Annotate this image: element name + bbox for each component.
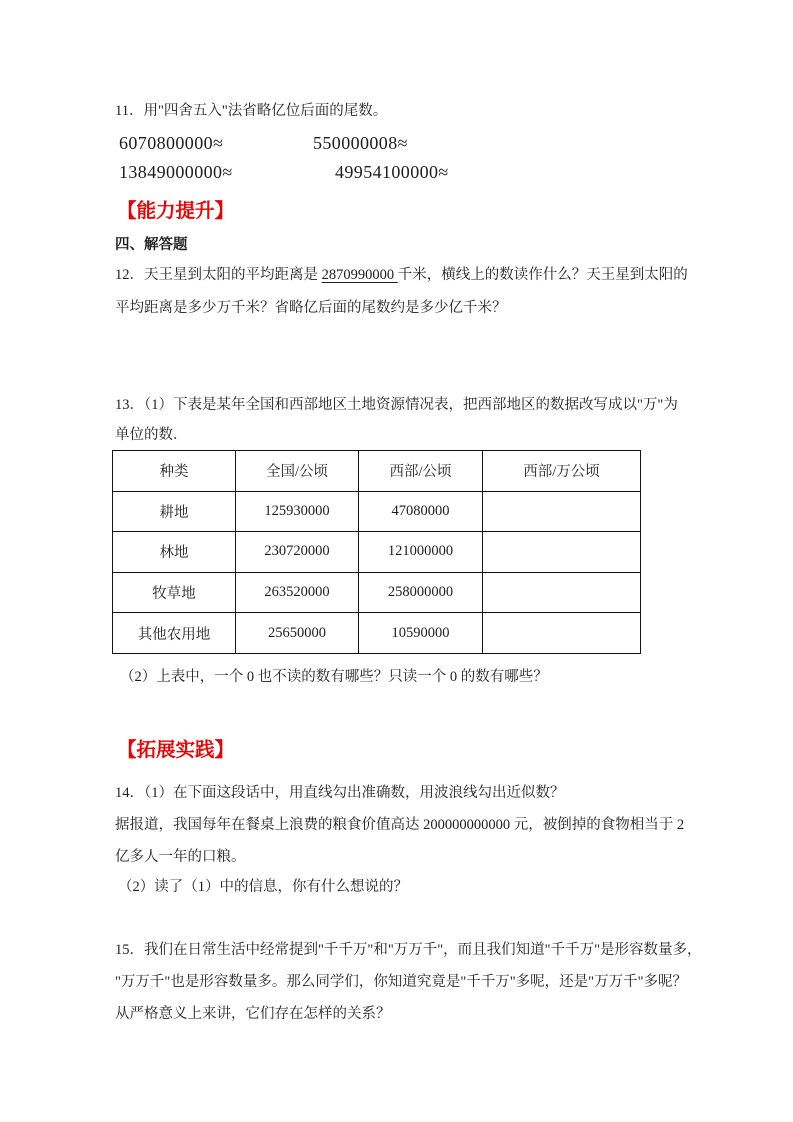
- cell-national: 25650000: [236, 613, 359, 654]
- q14-line-1: 14．（1）在下面这段话中，用直线勾出准确数，用波浪线勾出近似数？: [115, 785, 565, 801]
- q12-underlined-number: 2870990000: [321, 267, 398, 283]
- q15-line-3: 从严格意义上来讲，它们存在怎样的关系？: [115, 1006, 391, 1022]
- cell-label: 耕地: [113, 491, 236, 532]
- cell-label: 林地: [113, 532, 236, 573]
- header-cell-national: 全国/公顷: [236, 451, 359, 492]
- table-row-grassland: [113, 572, 641, 613]
- table-row-other-farmland: [113, 613, 641, 654]
- table-row-cropland: [113, 491, 641, 532]
- q15-line-2: "万万千"也是形容数量多。那么同学们，你知道究竟是"千千万"多呢，还是"万万千"多呢？: [115, 974, 688, 990]
- q11-expression-2: 550000008≈: [313, 133, 408, 153]
- cell-label: 牧草地: [113, 572, 236, 613]
- cell-label: 其他农用地: [113, 613, 236, 654]
- ability-section-heading: 【能力提升】: [117, 200, 235, 222]
- cell-west: 47080000: [359, 491, 483, 532]
- q14-line-2: 据报道，我国每年在餐桌上浪费的粮食价值高达 200000000000 元，被倒掉的食物相当于 2: [115, 817, 685, 833]
- land-resource-table: [112, 450, 641, 654]
- cell-answer-blank: [483, 613, 641, 654]
- cell-west: 258000000: [359, 572, 483, 613]
- q11-prompt: 11．用"四舍五入"法省略亿位后面的尾数。: [115, 103, 388, 119]
- q14-line-3: 亿多人一年的口粮。: [115, 849, 246, 865]
- q12-line-1-post: 千米，横线上的数读作什么？天王星到太阳的: [397, 267, 688, 283]
- part4-label: 四、解答题: [115, 237, 188, 253]
- practice-section-heading: 【拓展实践】: [117, 739, 235, 761]
- q13-line-2: 单位的数．: [115, 427, 188, 443]
- q12-line-1: [115, 264, 688, 286]
- cell-west: 10590000: [359, 613, 483, 654]
- header-cell-west-wan: 西部/万公顷: [483, 451, 641, 492]
- q13-sub2: （2）上表中，一个 0 也不读的数有哪些？只读一个 0 的数有哪些？: [120, 669, 548, 685]
- q14-line-4: （2）读了（1）中的信息，你有什么想说的？: [118, 879, 408, 895]
- cell-answer-blank: [483, 491, 641, 532]
- q11-expression-4: 49954100000≈: [335, 162, 449, 182]
- q12-line-2: 平均距离是多少万千米？省略亿后面的尾数约是多少亿千米？: [115, 300, 507, 316]
- header-cell-west: 西部/公顷: [359, 451, 483, 492]
- q11-expression-1: 6070800000≈: [119, 133, 224, 153]
- q15-line-1: 15．我们在日常生活中经常提到"千千万"和"万万千"，而且我们知道"千千万"是形容数量多，: [115, 942, 702, 958]
- header-cell-type: 种类: [113, 451, 236, 492]
- q12-line-1-pre: 12．天王星到太阳的平均距离是: [115, 267, 322, 283]
- cell-national: 263520000: [236, 572, 359, 613]
- table-row-forest: [113, 532, 641, 573]
- cell-answer-blank: [483, 532, 641, 573]
- cell-west: 121000000: [359, 532, 483, 573]
- cell-national: 230720000: [236, 532, 359, 573]
- cell-answer-blank: [483, 572, 641, 613]
- q11-expression-3: 13849000000≈: [119, 162, 233, 182]
- table-header-row: [113, 451, 641, 492]
- q13-line-1: 13．（1）下表是某年全国和西部地区土地资源情况表，把西部地区的数据改写成以"万"为: [115, 397, 678, 413]
- cell-national: 125930000: [236, 491, 359, 532]
